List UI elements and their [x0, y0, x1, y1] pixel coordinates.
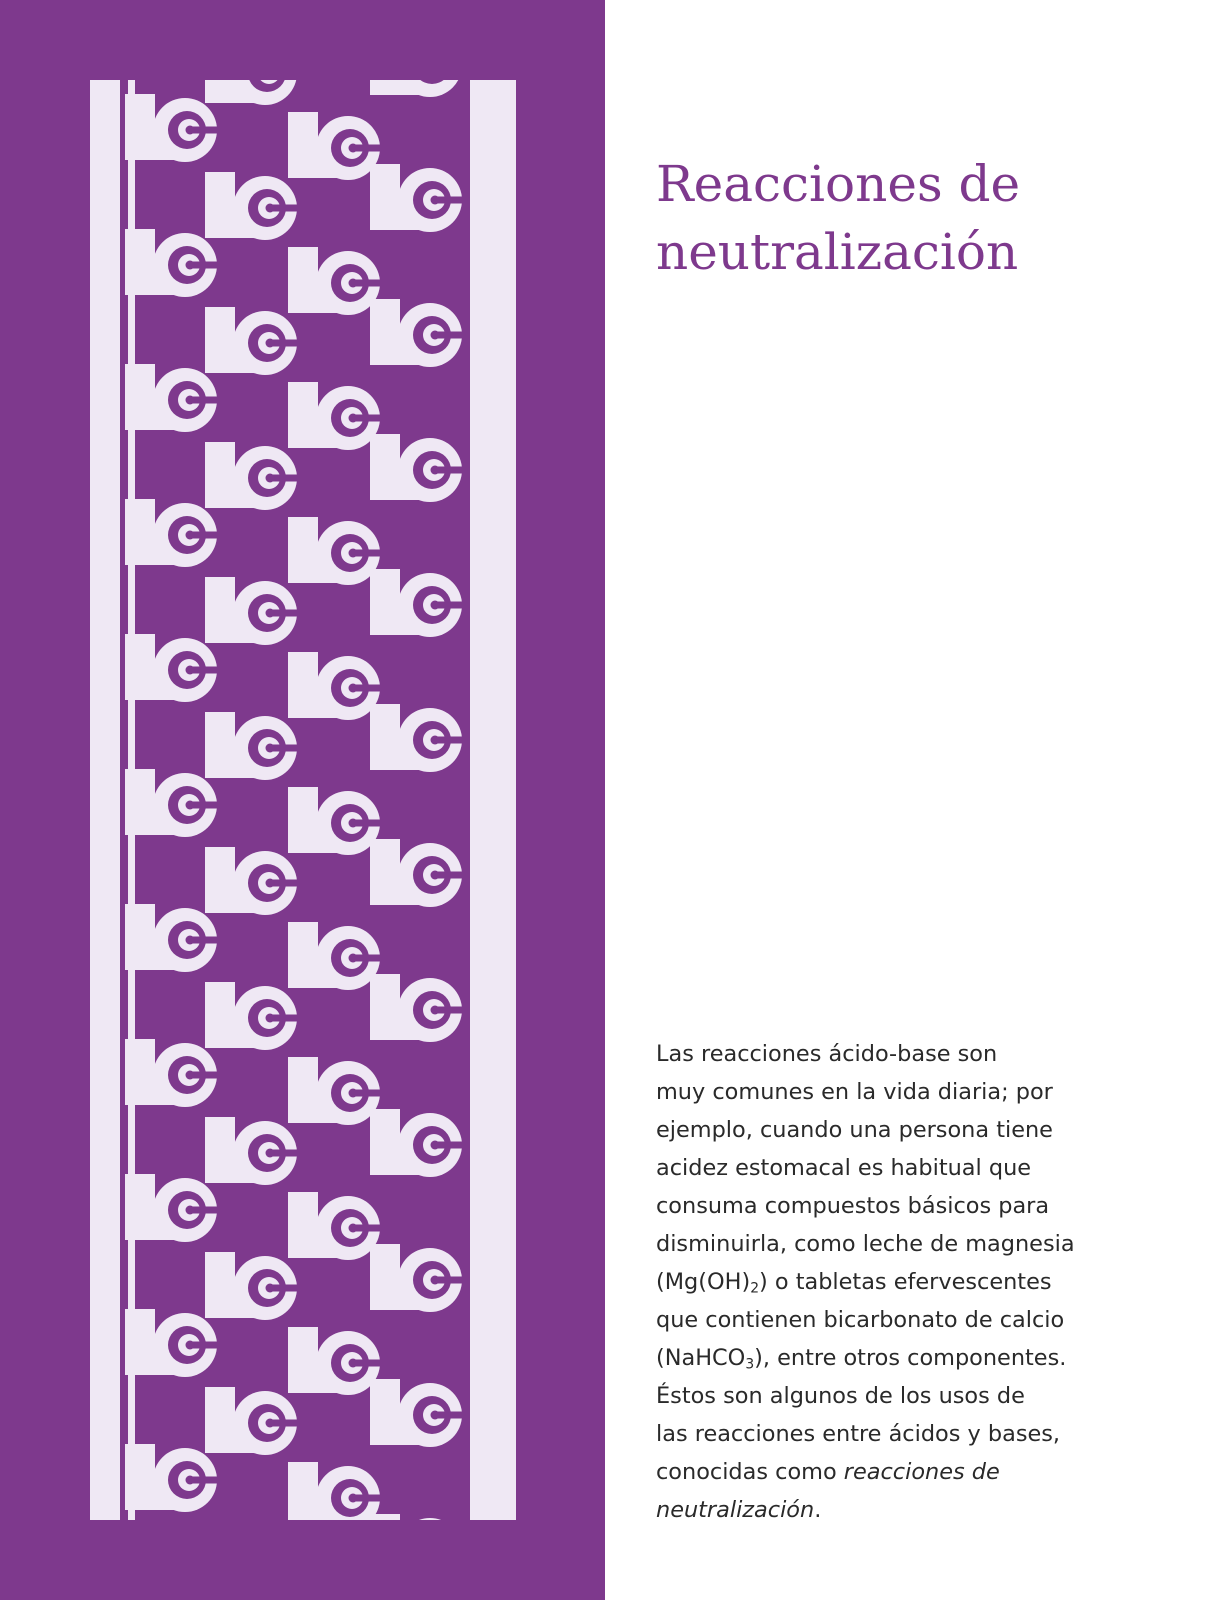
spiral-motif [288, 1462, 382, 1520]
text-fragment: (NaHCO [656, 1345, 746, 1371]
decorative-panel [0, 0, 605, 1600]
greek-spiral-fret-pattern-icon [90, 80, 516, 1520]
spiral-motif [205, 172, 299, 240]
spiral-motif [125, 1174, 219, 1242]
border-bar-left-outer [90, 80, 120, 1520]
spiral-motif [288, 787, 382, 855]
emphasis-text: reacciones de [843, 1459, 1000, 1485]
spiral-motif [205, 442, 299, 510]
text-line: acidez estomacal es habitual que [656, 1155, 1032, 1181]
text-line: disminuirla, como leche de magnesia [656, 1231, 1075, 1257]
spiral-motif [125, 634, 219, 702]
text-fragment: ), entre otros componentes. [754, 1345, 1067, 1371]
spiral-motif [205, 1387, 299, 1455]
title-line-1: Reacciones de [656, 155, 1021, 213]
spiral-motifs [125, 80, 464, 1520]
spiral-motif [205, 712, 299, 780]
spiral-motif [288, 1327, 382, 1395]
text-fragment: ) o tabletas efervescentes [759, 1269, 1052, 1295]
spiral-motif [288, 247, 382, 315]
text-line-formula-nahco3 [656, 1339, 1126, 1377]
text-line [656, 1453, 1126, 1491]
text-line: ejemplo, cuando una persona tiene [656, 1117, 1053, 1143]
spiral-motif [370, 434, 464, 502]
border-bar-right [470, 80, 516, 1520]
text-line: Las reacciones ácido-base son [656, 1041, 998, 1067]
text-line: Éstos son algunos de los usos de [656, 1383, 1025, 1409]
spiral-motif [125, 499, 219, 567]
spiral-motif [125, 904, 219, 972]
spiral-motif [125, 1039, 219, 1107]
spiral-motif [205, 1117, 299, 1185]
body-paragraph [656, 1035, 1126, 1529]
text-line: las reacciones entre ácidos y bases, [656, 1421, 1061, 1447]
spiral-motif [205, 982, 299, 1050]
text-line: que contienen bicarbonato de calcio [656, 1307, 1065, 1333]
spiral-motif [288, 112, 382, 180]
spiral-motif [125, 94, 219, 162]
text-fragment: (Mg(OH) [656, 1269, 751, 1295]
spiral-motif [370, 704, 464, 772]
spiral-motif [288, 652, 382, 720]
spiral-motif [370, 164, 464, 232]
spiral-motif [205, 307, 299, 375]
spiral-motif [370, 569, 464, 637]
spiral-motif [370, 839, 464, 907]
text-line-formula-mg [656, 1263, 1126, 1301]
text-fragment: conocidas como [656, 1459, 844, 1485]
spiral-motif [370, 80, 464, 97]
text-line [656, 1491, 1126, 1529]
page-title [656, 150, 1176, 286]
text-line: consuma compuestos básicos para [656, 1193, 1050, 1219]
spiral-motif [125, 1444, 219, 1512]
spiral-motif [288, 517, 382, 585]
subscript: 3 [745, 1356, 755, 1373]
spiral-motif [125, 229, 219, 297]
title-line-2: neutralización [656, 223, 1019, 281]
spiral-motif [370, 1379, 464, 1447]
spiral-motif [370, 974, 464, 1042]
spiral-motif [288, 1192, 382, 1260]
spiral-motif [370, 1244, 464, 1312]
spiral-motif [288, 922, 382, 990]
spiral-motif [125, 364, 219, 432]
spiral-motif [288, 382, 382, 450]
spiral-motif [288, 1057, 382, 1125]
spiral-motif [205, 1252, 299, 1320]
spiral-motif [370, 1109, 464, 1177]
spiral-motif [125, 769, 219, 837]
spiral-motif [370, 1514, 464, 1520]
spiral-motif [370, 299, 464, 367]
spiral-motif [205, 80, 299, 105]
subscript: 2 [750, 1280, 760, 1297]
spiral-motif [125, 1309, 219, 1377]
spiral-motif [205, 847, 299, 915]
spiral-motif [205, 577, 299, 645]
text-fragment: . [814, 1497, 822, 1523]
text-line: muy comunes en la vida diaria; por [656, 1079, 1053, 1105]
emphasis-text: neutralización [656, 1497, 815, 1523]
